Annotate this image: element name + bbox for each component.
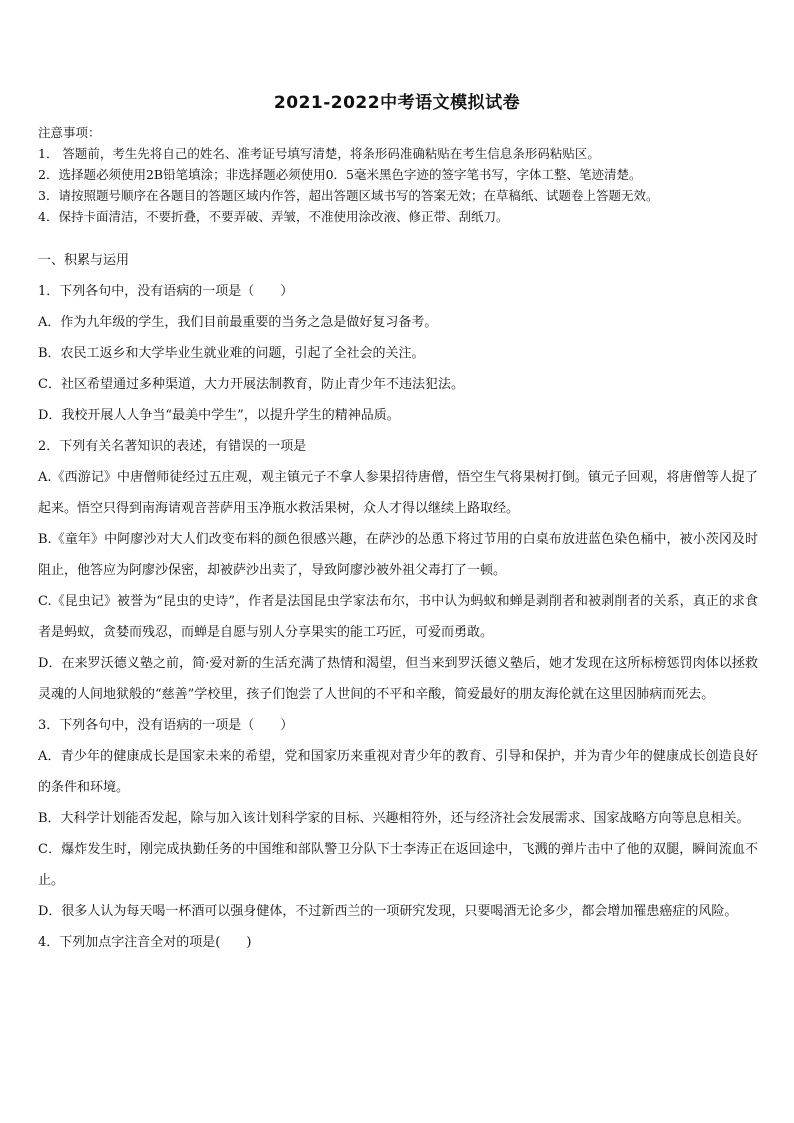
question-3 — [38, 710, 758, 927]
section-heading: 一、积累与运用 — [38, 253, 130, 268]
notice-item: 2．选择题必须使用2B铅笔填涂；非选择题必须使用0．5毫米黑色字迹的签字笔书写，字体工整、笔迹清楚。 — [38, 167, 642, 182]
page-title: 2021-2022中考语文模拟试卷 — [273, 93, 521, 113]
notice-item: 3．请按照题号顺序在各题目的答题区域内作答，超出答题区域书写的答案无效；在草稿纸、试题卷上答题无效。 — [38, 188, 659, 203]
question-2 — [38, 431, 758, 710]
option-c: C．社区希望通过多种渠道，大力开展法制教育，防止青少年不违法犯法。 — [38, 377, 464, 392]
notice-block — [38, 122, 758, 227]
option-a: A．作为九年级的学生，我们目前最重要的当务之急是做好复习备考。 — [38, 315, 438, 330]
option-a: A.《西游记》中唐僧师徒经过五庄观，观主镇元子不拿人参果招待唐僧，悟空生气将果树打倒。镇元子回观，将唐僧等人捉了起来。悟空只得到南海请观音菩萨用玉净瓶水救活果树，众人才得以继续上路取经。 — [38, 470, 758, 516]
question-stem: 2．下列有关名著知识的表述，有错误的一项是 — [38, 439, 307, 454]
option-d: D．在来罗沃德义塾之前，简·爱对新的生活充满了热情和渴望，但当来到罗沃德义塾后，她才发现在这所标榜惩罚肉体以拯救灵魂的人间地狱般的“慈善”学校里，孩子们饱尝了人世间的不平和辛酸，简爱最好的朋友海伦就在这里因肺病而死去。 — [38, 656, 758, 702]
option-b: B.《童年》中阿廖沙对大人们改变布料的颜色很感兴趣，在萨沙的怂恿下将过节用的白桌布放进蓝色染色桶中，被小茨冈及时阻止，他答应为阿廖沙保密，却被萨沙出卖了，导致阿廖沙被外祖父毒打了一顿。 — [38, 532, 758, 578]
notice-heading: 注意事项： — [38, 125, 101, 140]
option-b: B．大科学计划能否发起，除与加入该计划科学家的目标、兴趣相符外，还与经济社会发展需求、国家战略方向等息息相关。 — [38, 811, 750, 826]
question-stem: 4．下列加点字注音全对的项是( ) — [38, 935, 252, 950]
question-1 — [38, 276, 758, 431]
question-4 — [38, 927, 758, 958]
question-stem: 3．下列各句中，没有语病的一项是（ ） — [38, 718, 294, 733]
notice-item: 1． 答题前，考生先将自己的姓名、准考证号填写清楚，将条形码准确粘贴在考生信息条形码粘贴区。 — [38, 146, 600, 161]
option-c: C.《昆虫记》被誉为“昆虫的史诗”，作者是法国昆虫学家法布尔，书中认为蚂蚁和蝉是剥削者和被剥削者的关系，真正的求食者是蚂蚁，贪婪而残忍，而蝉是自愿与别人分享果实的能工巧匠，可爱而勇敢。 — [38, 594, 758, 640]
option-d: D．很多人认为每天喝一杯酒可以强身健体，不过新西兰的一项研究发现，只要喝酒无论多少，都会增加罹患癌症的风险。 — [38, 904, 738, 919]
question-stem: 1．下列各句中，没有语病的一项是（ ） — [38, 284, 294, 299]
option-b: B．农民工返乡和大学毕业生就业难的问题，引起了全社会的关注。 — [38, 346, 425, 361]
option-d: D．我校开展人人争当“最美中学生”，以提升学生的精神品质。 — [38, 408, 400, 423]
option-c: C．爆炸发生时，刚完成执勤任务的中国维和部队警卫分队下士李涛正在返回途中，飞溅的弹片击中了他的双腿，瞬间流血不止。 — [38, 842, 758, 888]
notice-item: 4．保持卡面清洁，不要折叠，不要弄破、弄皱，不准使用涂改液、修正带、刮纸刀。 — [38, 209, 509, 224]
option-a: A．青少年的健康成长是国家未来的希望，党和国家历来重视对青少年的教育、引导和保护，并为青少年的健康成长创造良好的条件和环境。 — [38, 749, 758, 795]
questions-block — [38, 245, 758, 958]
